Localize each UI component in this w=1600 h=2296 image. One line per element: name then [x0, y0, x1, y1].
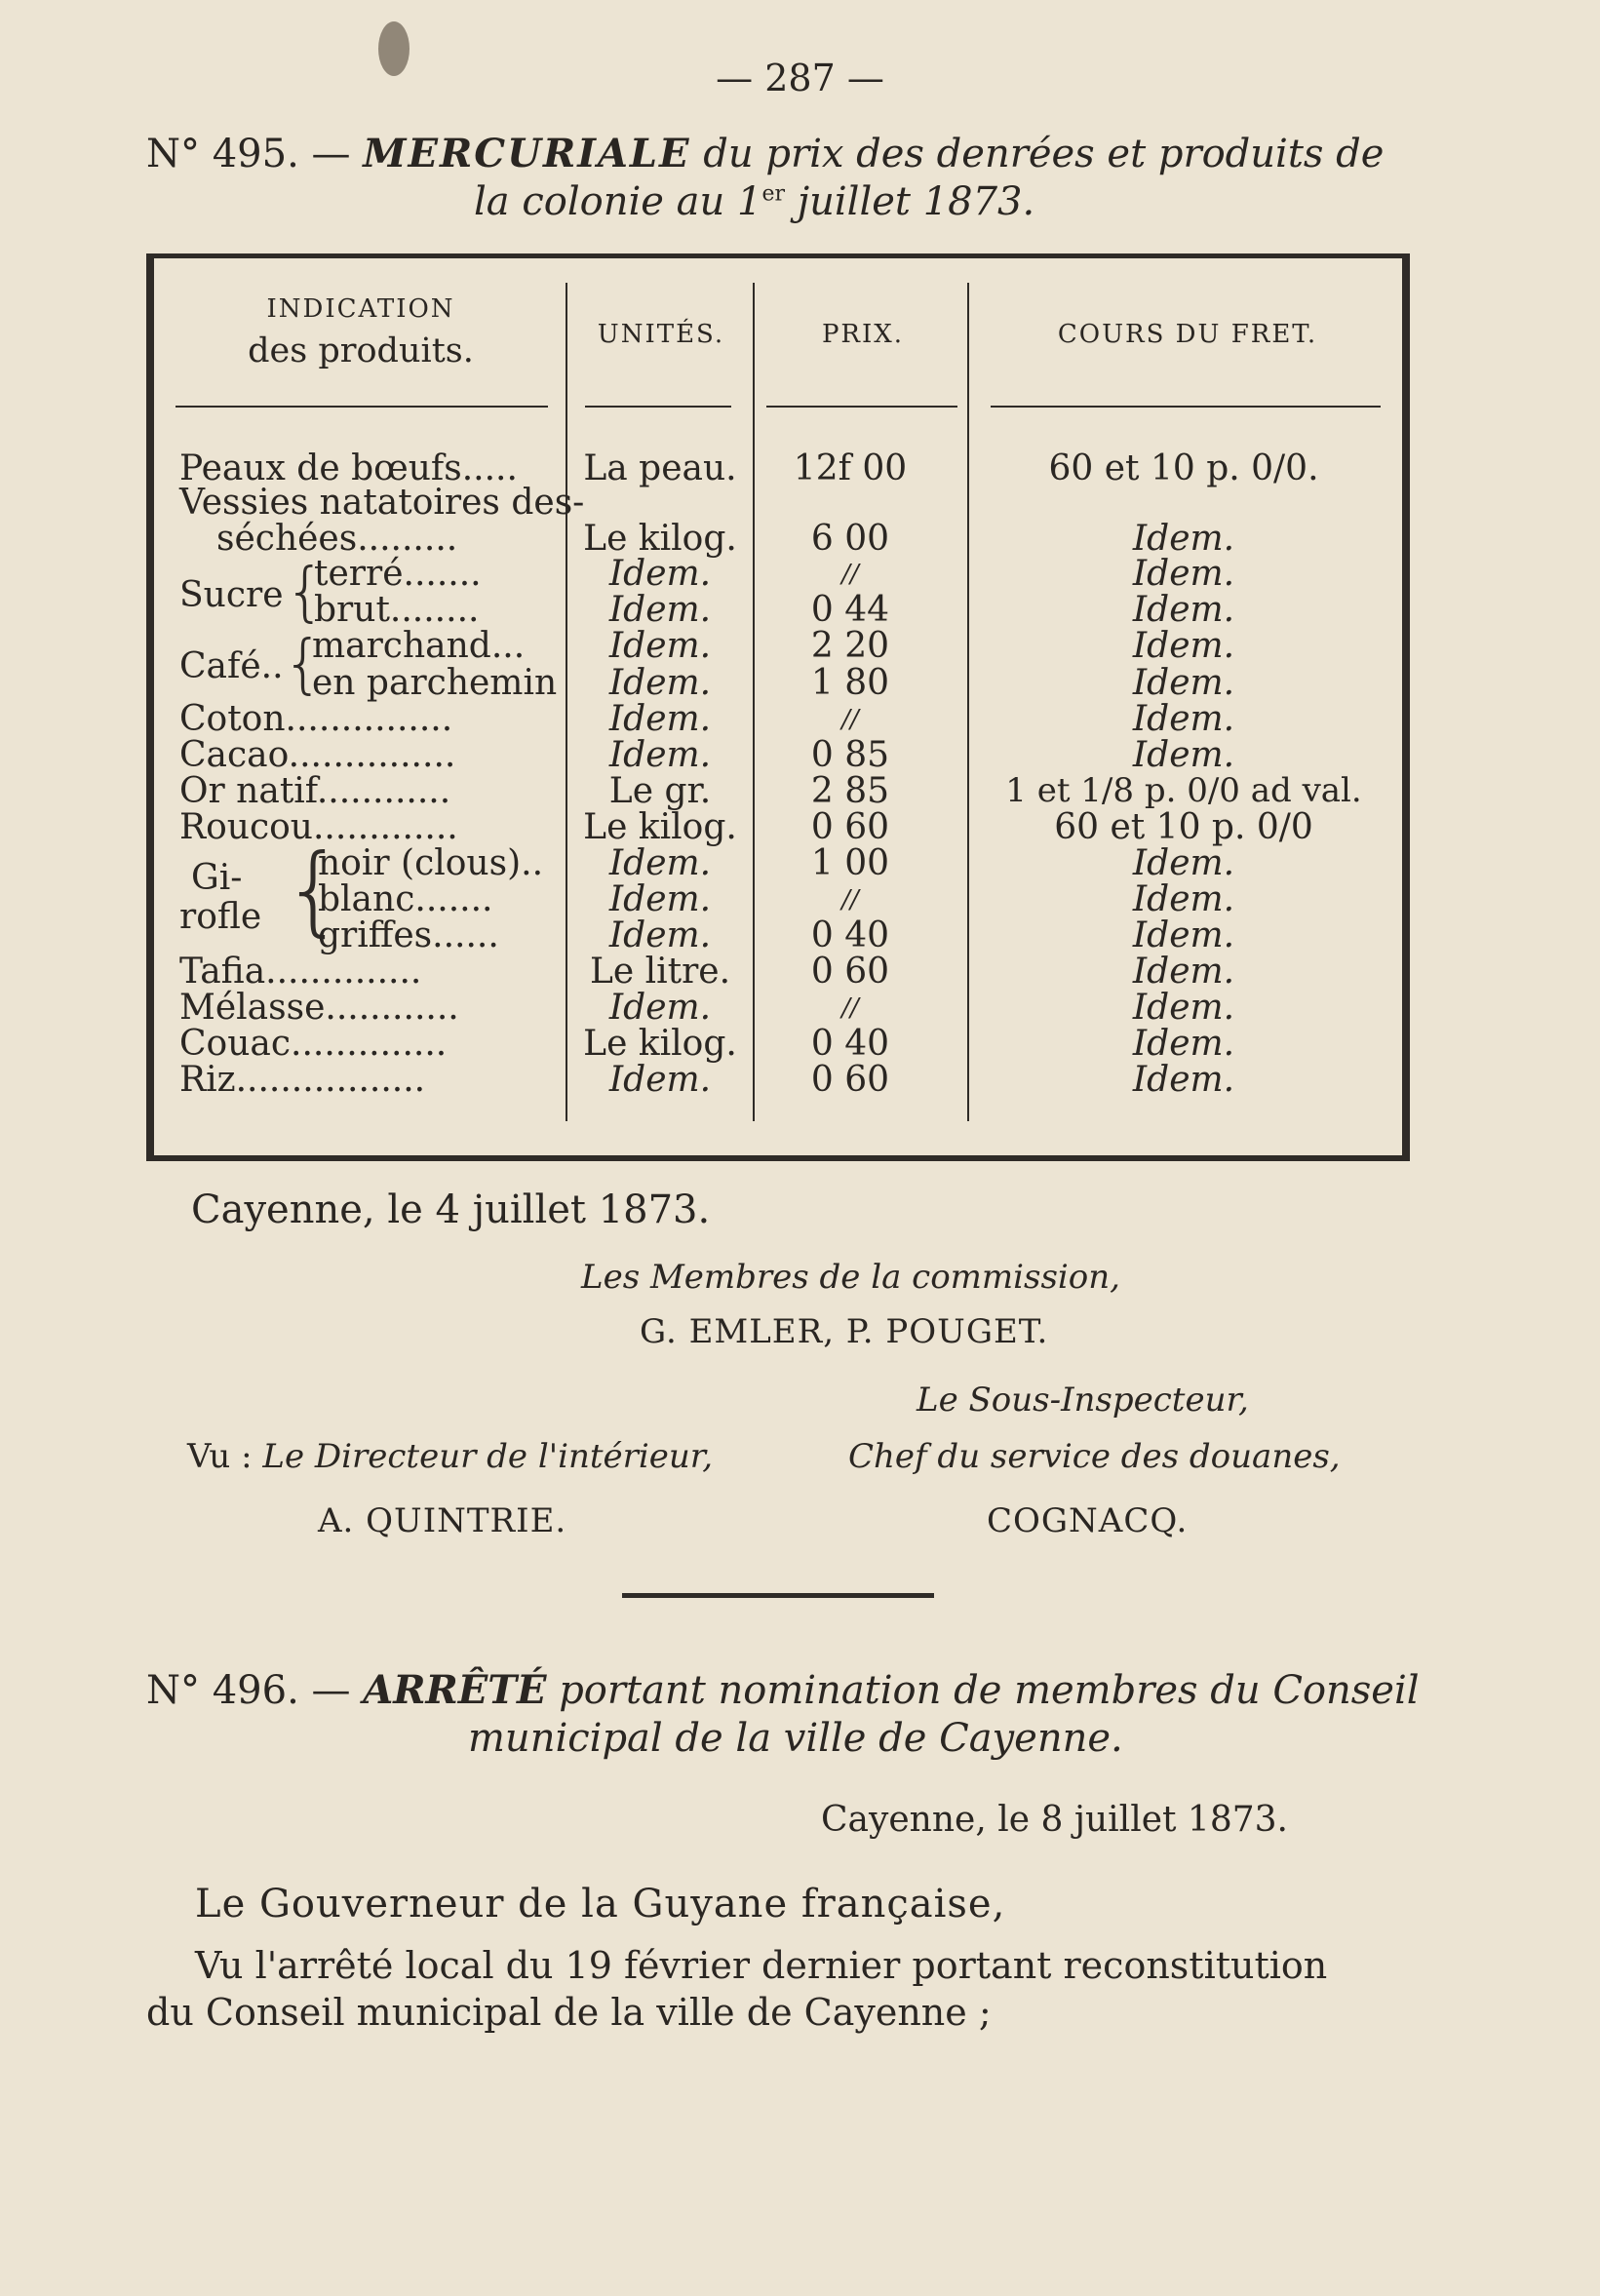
header-prix: PRIX. — [821, 320, 905, 349]
row-sucre-brut-unit: Idem. — [608, 590, 712, 630]
row-sucre-brut-freight: Idem. — [1132, 590, 1235, 630]
section-divider — [622, 1593, 934, 1598]
table-left-border — [146, 253, 154, 1160]
table-top-rule — [146, 253, 1410, 258]
group-girofle-brace: { — [283, 833, 345, 947]
header-underline-3 — [766, 406, 957, 408]
header-underline-2 — [585, 406, 731, 408]
row-cafe-parchemin-freight: Idem. — [1132, 663, 1235, 703]
row-sucre-brut-price: 0 44 — [810, 590, 890, 630]
row-melasse-unit: Idem. — [608, 988, 712, 1028]
header-underline-4 — [991, 406, 1381, 408]
row-cafe-marchand-freight: Idem. — [1132, 626, 1235, 666]
section-495-dash: — — [311, 132, 351, 176]
section-496-number: N° 496. — [146, 1668, 299, 1713]
row-or-natif-price: 2 85 — [810, 771, 890, 811]
row-riz-unit: Idem. — [608, 1060, 712, 1100]
sous-inspecteur-label: Le Sous-Inspecteur, — [917, 1381, 1249, 1420]
row-girofle-noir-unit: Idem. — [608, 843, 712, 883]
paragraph-line2: du Conseil municipal de la ville de Cayenne ; — [146, 1991, 992, 2034]
row-roucou-price: 0 60 — [810, 807, 890, 847]
column-divider-3 — [967, 283, 969, 1121]
row-cafe-marchand-price: 2 20 — [810, 626, 890, 666]
vu-line — [187, 1437, 713, 1476]
row-couac-price: 0 40 — [810, 1024, 890, 1064]
row-coton-freight: Idem. — [1132, 699, 1235, 739]
row-girofle-blanc-unit: Idem. — [608, 879, 712, 919]
row-cafe-marchand-unit: Idem. — [608, 626, 712, 666]
row-couac-freight: Idem. — [1132, 1024, 1235, 1064]
row-sechees-freight: Idem. — [1132, 519, 1235, 559]
row-peaux-product: Peaux de bœufs..... — [179, 448, 518, 488]
section-495-number: N° 495. — [146, 132, 299, 176]
section-496-title-word: ARRÊTÉ — [363, 1667, 547, 1713]
row-cacao-freight: Idem. — [1132, 735, 1235, 775]
header-des-produits: des produits. — [248, 331, 474, 370]
row-cafe-parchemin-unit: Idem. — [608, 663, 712, 703]
section-495-title-line2-sup: er — [761, 181, 785, 207]
row-cacao-unit: Idem. — [608, 735, 712, 775]
group-sucre-label: Sucre — [179, 575, 284, 615]
row-tafia-price: 0 60 — [810, 952, 890, 992]
group-cafe-label: Café.. — [179, 646, 284, 686]
row-cacao-price: 0 85 — [810, 735, 890, 775]
governor-line: Le Gouverneur de la Guyane française, — [195, 1882, 1006, 1926]
header-underline-1 — [176, 406, 548, 408]
row-roucou-freight: 60 et 10 p. 0/0 — [1054, 807, 1313, 847]
row-girofle-griffes-freight: Idem. — [1132, 915, 1235, 955]
section-495-title-line1 — [146, 131, 1384, 176]
row-couac-unit: Le kilog. — [583, 1024, 737, 1064]
row-cacao-product: Cacao............... — [179, 735, 456, 775]
closing-place-date: Cayenne, le 4 juillet 1873. — [191, 1187, 711, 1232]
row-coton-price: // — [841, 705, 859, 734]
row-sechees-unit: Le kilog. — [583, 519, 737, 559]
signatory-quintrie: A. QUINTRIE. — [318, 1501, 567, 1540]
row-sucre-terre-price: // — [841, 560, 859, 589]
row-coton-product: Coton............... — [179, 699, 453, 739]
row-sechees-product: séchées......... — [216, 519, 458, 559]
header-indication: INDICATION — [266, 294, 455, 324]
group-girofle-label-2: rofle — [179, 897, 262, 937]
row-girofle-blanc-price: // — [841, 885, 859, 915]
row-or-natif-unit: Le gr. — [608, 771, 712, 811]
section-496-title-rest: portant nomination de membres du Conseil — [559, 1668, 1420, 1713]
row-cafe-parchemin-product: en parchemin — [312, 663, 558, 703]
row-sechees-price: 6 00 — [810, 519, 890, 559]
chef-douanes-label: Chef du service des douanes, — [848, 1437, 1341, 1476]
row-or-natif-product: Or natif............ — [179, 771, 451, 811]
row-coton-unit: Idem. — [608, 699, 712, 739]
row-tafia-unit: Le litre. — [589, 952, 731, 992]
mercuriale-table — [146, 253, 1410, 1160]
row-melasse-price: // — [841, 993, 859, 1023]
section-496-title-line1 — [146, 1667, 1420, 1713]
row-girofle-noir-price: 1 00 — [810, 843, 890, 883]
group-cafe-brace: { — [283, 626, 324, 701]
row-sucre-brut-product: brut........ — [314, 590, 480, 630]
signatory-cognacq: COGNACQ. — [987, 1501, 1189, 1540]
section-495-title-rest: du prix des denrées et produits de — [703, 132, 1385, 176]
row-sucre-terre-product: terré....... — [314, 554, 482, 594]
page-number: — 287 — — [716, 57, 884, 99]
section-495-title-line2-a: la colonie au 1 — [474, 179, 762, 224]
header-cours-du-fret: COURS DU FRET. — [1057, 320, 1318, 349]
row-melasse-freight: Idem. — [1132, 988, 1235, 1028]
row-cafe-marchand-product: marchand... — [312, 626, 526, 666]
row-sucre-terre-unit: Idem. — [608, 554, 712, 594]
row-riz-product: Riz................. — [179, 1060, 426, 1100]
vu-prefix: Vu : — [187, 1437, 253, 1476]
row-roucou-unit: Le kilog. — [583, 807, 737, 847]
vu-title: Le Directeur de l'intérieur, — [262, 1437, 714, 1476]
row-girofle-noir-freight: Idem. — [1132, 843, 1235, 883]
row-tafia-product: Tafia.............. — [179, 952, 422, 992]
row-roucou-product: Roucou............. — [179, 807, 458, 847]
row-girofle-griffes-product: griffes...... — [318, 915, 499, 955]
row-girofle-blanc-product: blanc....... — [318, 879, 493, 919]
row-girofle-blanc-freight: Idem. — [1132, 879, 1235, 919]
group-girofle-label-1: Gi- — [191, 858, 243, 898]
row-tafia-freight: Idem. — [1132, 952, 1235, 992]
section-495-title-line2-b: juillet 1873. — [797, 179, 1035, 224]
header-unites: UNITÉS. — [597, 320, 725, 349]
section-495-title-line2 — [474, 179, 1034, 224]
row-girofle-noir-product: noir (clous).. — [318, 843, 544, 883]
row-vessies-product: Vessies natatoires des- — [179, 483, 585, 523]
row-peaux-unit: La peau. — [583, 448, 737, 488]
section-496-date: Cayenne, le 8 juillet 1873. — [821, 1800, 1288, 1840]
row-sucre-terre-freight: Idem. — [1132, 554, 1235, 594]
section-495-title-word: MERCURIALE — [363, 131, 691, 176]
row-melasse-product: Mélasse............ — [179, 988, 459, 1028]
row-girofle-griffes-price: 0 40 — [810, 915, 890, 955]
paragraph-line1: Vu l'arrêté local du 19 février dernier portant reconstitution — [195, 1944, 1328, 1987]
row-riz-price: 0 60 — [810, 1060, 890, 1100]
row-girofle-griffes-unit: Idem. — [608, 915, 712, 955]
row-cafe-parchemin-price: 1 80 — [810, 663, 890, 703]
table-right-border — [1402, 253, 1410, 1160]
row-couac-product: Couac.............. — [179, 1024, 448, 1064]
row-riz-freight: Idem. — [1132, 1060, 1235, 1100]
row-or-natif-freight: 1 et 1/8 p. 0/0 ad val. — [1005, 771, 1362, 810]
row-peaux-price: 12f 00 — [793, 448, 908, 488]
table-bottom-rule — [146, 1155, 1410, 1161]
commission-names: G. EMLER, P. POUGET. — [640, 1312, 1049, 1351]
row-peaux-freight: 60 et 10 p. 0/0. — [1048, 448, 1319, 488]
group-sucre-brace: { — [285, 554, 326, 629]
commission-label: Les Membres de la commission, — [581, 1258, 1120, 1297]
section-496-title-line2: municipal de la ville de Cayenne. — [468, 1716, 1123, 1761]
section-496-dash: — — [311, 1668, 351, 1713]
